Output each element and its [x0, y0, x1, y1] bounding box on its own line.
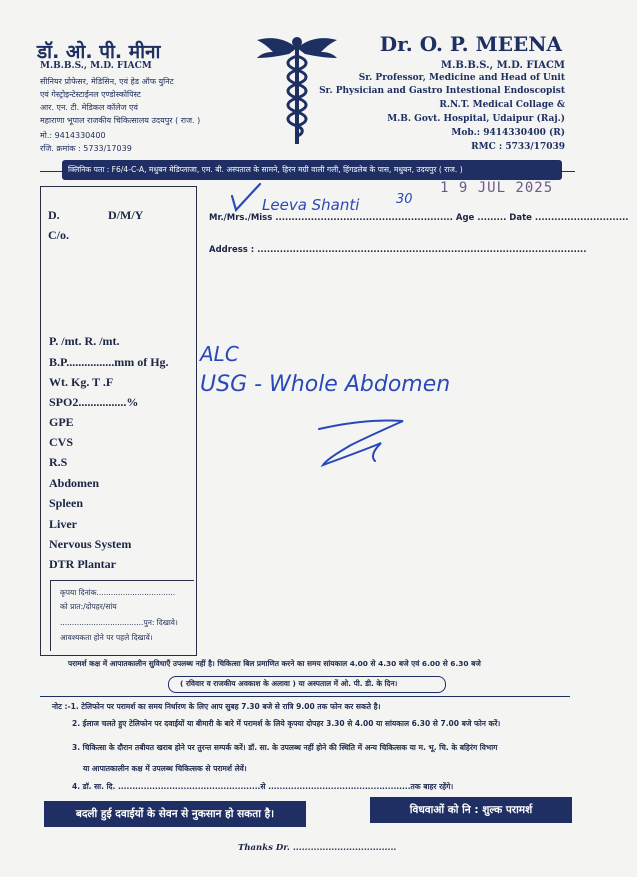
date-label: D. [48, 208, 60, 222]
english-mobile: Mob.: 9414330400 (R) [451, 128, 565, 138]
hindi-line-1: सीनियर प्रोफेसर, मेडिसिन, एवं हेड ऑफ युनिट [40, 77, 174, 86]
address-row: Address : ...................................................................................................... [209, 245, 587, 255]
degree-right: M.B.B.S., M.D. FIACM [440, 60, 565, 71]
vital-weight-temp: Wt. Kg. T .F [49, 375, 114, 389]
exam-spleen: Spleen [49, 496, 84, 510]
english-rmc: RMC : 5733/17039 [471, 142, 565, 152]
english-line-2: Sr. Physician and Gastro Intestional Endoscopist [319, 86, 565, 96]
english-line-3: R.N.T. Medical Collage & [439, 100, 565, 110]
free-consult-banner-text: विधवाओं को नि : शुल्क परामर्श [409, 804, 533, 816]
age-label: Age [455, 213, 475, 223]
address-label: Address : [209, 245, 255, 255]
name-label: Mr./Mrs./Miss [209, 213, 273, 223]
patient-name-handwritten: Leeva Shanti [262, 196, 360, 214]
patient-name-row: Mr./Mrs./Miss ....................................................... Age ......... Date ............................. [209, 213, 629, 223]
clinic-address-bar [62, 160, 562, 180]
date-stamp: 1 9 JUL 2025 [440, 180, 554, 196]
free-consult-banner [370, 797, 572, 823]
note-3: 3. चिकित्सा के दौरान तबीयत खराब होने पर तुरन्त सम्पर्क करें। डॉ. सा. के उपलब्ध नहीं होने की स्थिति में अन्य चिकित्सक या म. भू. चि. के बहिरंग विभाग [72, 743, 498, 752]
hindi-reg: रजि. क्रमांक : 5733/17039 [40, 144, 132, 153]
notice-line-2: ( रविवार व राजकीय अवकाश के अलावा ) या अस्पताल में ओ. पी. डी. के दिन। [180, 679, 398, 688]
hindi-line-3: आर. एन. टी. मेडिकल कॉलेज एवं [40, 103, 138, 112]
name-check-mark [226, 178, 266, 218]
doctor-name-english: Dr. O. P. MEENA [379, 32, 562, 56]
vital-spo2: SPO2................% [49, 395, 139, 409]
date-field-label: Date [509, 213, 532, 223]
followup-line-1: कृपया दिनांक................................. [60, 588, 176, 597]
emergency-notice: परामर्श कक्ष में आपातकालीन सुविधाएँ उपलब्ध नहीं है। चिकित्सा बिल प्रमाणित करने का समय सांयकाल 4.00 से 4.30 बजे एवं 6.00 से 6.30 बजे [68, 659, 481, 668]
dmy-label: D/M/Y [108, 208, 144, 222]
followup-line-3: ...................................पुन: दिखावे। [60, 618, 178, 627]
followup-line-2: को प्रात:/दोपहर/सांय [60, 602, 117, 611]
clinic-address-text: क्लिनिक पता : F6/4-C-A, मधुबन मेडिप्लाजा, एम. बी. अस्पताल के सामने, हिरन मग्री वाली गली, हिंगडलेब के पास, मधुबन, उदयपुर ( राज. ) [68, 165, 463, 174]
warning-banner-text: बदली हुई दवाईयों के सेवन से नुकसान हो सकता है। [75, 808, 275, 820]
hindi-line-2: एवं गेस्ट्रोइन्टेस्टाईनल एण्डोस्कोपिस्ट [40, 90, 141, 99]
patient-age-handwritten: 30 [396, 192, 413, 207]
followup-line-4: आवश्यकता होने पर पहले दिखावें। [60, 633, 153, 642]
english-line-1: Sr. Professor, Medicine and Head of Unit [358, 73, 565, 83]
rx-line-2: USG - Whole Abdomen [200, 372, 451, 397]
exam-dtr-plantar: DTR Plantar [49, 557, 116, 571]
note-2: 2. ईलाज चलते हुए टेलिफोन पर दवाईयों या बीमारी के बारे में परामर्श के लिये कृपया दोपहर 3.30 से 4.00 या सांयकाल 6.30 से 7.00 बजे फोन करें। [72, 719, 501, 728]
exam-cvs: CVS [49, 435, 74, 449]
hindi-mobile: मो.: 9414330400 [40, 131, 106, 140]
exam-rs: R.S [49, 455, 68, 469]
exam-nervous-system: Nervous System [49, 537, 132, 551]
english-line-4: M.B. Govt. Hospital, Udaipur (Raj.) [387, 114, 565, 124]
note-4: 4. डॉ. सा. दि. ..................................................से ..................................................तक बाहर रहेंगे। [72, 782, 454, 791]
degree-left: M.B.B.S., M.D. FIACM [40, 61, 152, 71]
thanks-footer: Thanks Dr. ................................... [238, 843, 397, 853]
notice-rule [40, 696, 570, 697]
vital-pulse-resp: P. /mt. R. /mt. [49, 334, 120, 348]
vital-bp: B.P................mm of Hg. [49, 355, 169, 369]
co-label: C/o. [48, 228, 69, 242]
exam-liver: Liver [49, 517, 77, 531]
note-1: नोट :-1. टेलिफोन पर परामर्श का समय निर्धारण के लिए आप सुबह 7.30 बजे से रात्रि 9.00 तक फोन कर सकते है। [52, 702, 381, 711]
doctor-name-hindi: डॉ. ओ. पी. मीना [37, 41, 161, 63]
rx-line-1: ALC [200, 342, 239, 366]
exam-gpe: GPE [49, 415, 74, 429]
doctor-signature [315, 415, 415, 470]
warning-banner [44, 801, 306, 827]
note-3-cont: या आपातकालीन कक्ष में उपलब्ध चिकित्सक से परामर्श लेवें। [83, 764, 247, 773]
hindi-line-4: महाराणा भूपाल राजकीय चिकित्सालय उदयपुर ( राज. ) [40, 116, 201, 125]
exam-abdomen: Abdomen [49, 476, 100, 490]
